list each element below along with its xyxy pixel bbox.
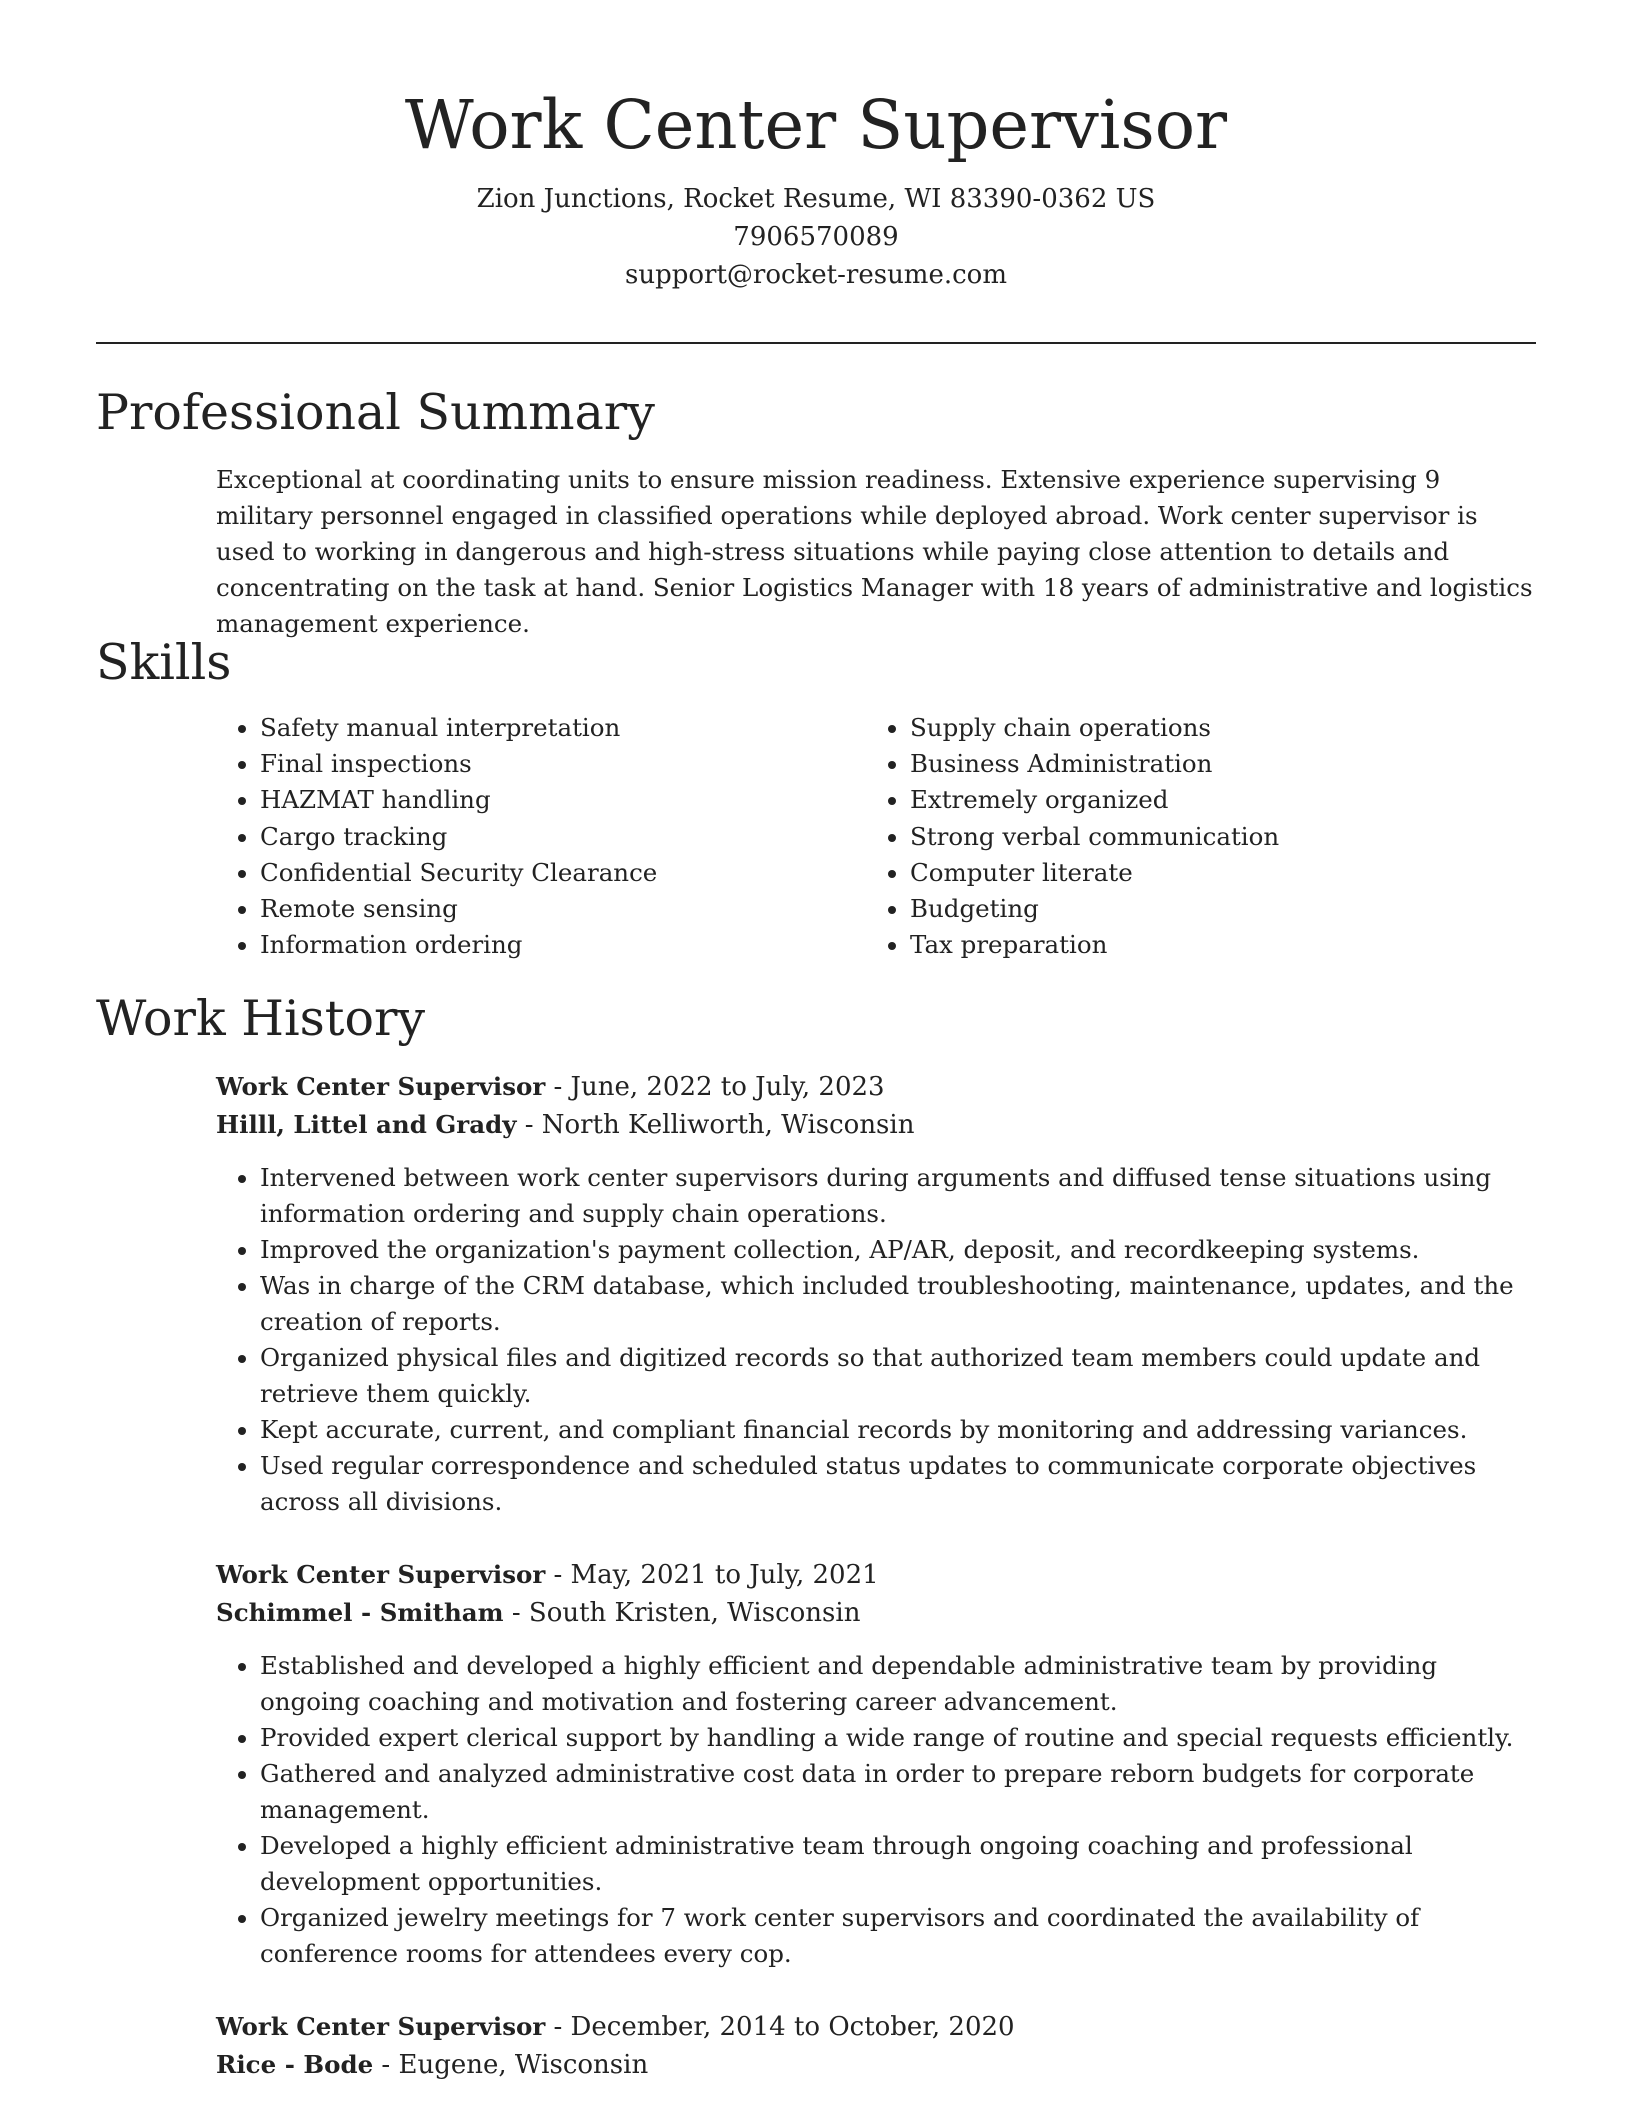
job-bullet: • Organized jewelry meetings for 7 work center supervisors and coordinated the availability of conference rooms for attendees every cop. [260, 1900, 1536, 1972]
summary-heading: Professional Summary [96, 384, 655, 441]
job-bullet: • Improved the organization's payment collection, AP/AR, deposit, and recordkeeping systems. [260, 1232, 1536, 1268]
work-history-heading: Work History [96, 990, 426, 1047]
contact-block [96, 180, 1536, 294]
job-dates: - December, 2014 to October, 2020 [545, 2012, 1015, 2042]
skill-item: • HAZMAT handling [260, 782, 866, 818]
skill-item: • Safety manual interpretation [260, 710, 866, 746]
skill-item: • Strong verbal communication [910, 819, 1516, 855]
job-location: - North Kelliworth, Wisconsin [516, 1110, 915, 1140]
header-divider [96, 342, 1536, 344]
job-entry [216, 1556, 1536, 1972]
job-company-line [216, 2046, 1536, 2084]
job-entry [216, 2008, 1536, 2084]
job-role: Work Center Supervisor [216, 1072, 546, 1101]
job-bullets [216, 1648, 1536, 1972]
job-location: - Eugene, Wisconsin [373, 2050, 649, 2080]
job-bullets [216, 1160, 1536, 1520]
skills-list [216, 710, 1536, 963]
skill-item: • Supply chain operations [910, 710, 1516, 746]
job-bullet: • Organized physical files and digitized records so that authorized team members could update and retrieve them quickly. [260, 1340, 1536, 1412]
summary-text: Exceptional at coordinating units to ensure mission readiness. Extensive experience supervising 9 military personnel engaged in classified operations while deployed abroad. Work center supervisor is used to working in dangerous and high-stress situations while paying close attention to details and concentrating on the task at hand. Senior Logistics Manager with 18 years of administrative and logistics management experience. [216, 465, 1533, 638]
job-dates: - June, 2022 to July, 2023 [545, 1072, 885, 1102]
job-company: Schimmel - Smitham [216, 1598, 504, 1627]
job-entry [216, 1068, 1536, 1520]
job-location: - South Kristen, Wisconsin [503, 1598, 861, 1628]
job-role: Work Center Supervisor [216, 1560, 546, 1589]
skill-item: • Business Administration [910, 746, 1516, 782]
job-bullet: • Kept accurate, current, and compliant financial records by monitoring and addressing variances. [260, 1412, 1536, 1448]
job-bullet: • Intervened between work center supervisors during arguments and diffused tense situations using information ordering and supply chain operations. [260, 1160, 1536, 1232]
skill-item: • Budgeting [910, 891, 1516, 927]
skill-item: • Cargo tracking [260, 819, 866, 855]
job-company-line [216, 1106, 1536, 1144]
job-bullet: • Developed a highly efficient administrative team through ongoing coaching and professional development opportunities. [260, 1828, 1536, 1900]
job-bullet: • Used regular correspondence and scheduled status updates to communicate corporate objectives across all divisions. [260, 1448, 1536, 1520]
job-company-line [216, 1594, 1536, 1632]
job-bullet: • Established and developed a highly efficient and dependable administrative team by providing ongoing coaching and motivation and fostering career advancement. [260, 1648, 1536, 1720]
job-title-line [216, 2008, 1536, 2046]
job-company: Rice - Bode [216, 2050, 374, 2079]
skill-item: • Computer literate [910, 855, 1516, 891]
job-title-line [216, 1068, 1536, 1106]
address: Zion Junctions, Rocket Resume, WI 83390-0362 US [476, 184, 1156, 214]
phone-number: 7906570089 [733, 222, 899, 252]
job-role: Work Center Supervisor [216, 2012, 546, 2041]
skill-item: • Final inspections [260, 746, 866, 782]
skill-item: • Extremely organized [910, 782, 1516, 818]
email-address: support@rocket-resume.com [624, 260, 1007, 290]
job-company: Hilll, Littel and Grady [216, 1110, 517, 1139]
skills-column-right [866, 710, 1516, 963]
skill-item: • Remote sensing [260, 891, 866, 927]
candidate-name: Work Center Supervisor [404, 86, 1228, 164]
skill-item: • Tax preparation [910, 927, 1516, 963]
skills-column-left [216, 710, 866, 963]
skills-heading: Skills [96, 634, 232, 691]
resume-header [96, 80, 1536, 294]
skill-item: • Confidential Security Clearance [260, 855, 866, 891]
skill-item: • Information ordering [260, 927, 866, 963]
job-bullet: • Provided expert clerical support by handling a wide range of routine and special requests efficiently. [260, 1720, 1536, 1756]
job-title-line [216, 1556, 1536, 1594]
job-bullet: • Gathered and analyzed administrative cost data in order to prepare reborn budgets for corporate management. [260, 1756, 1536, 1828]
job-dates: - May, 2021 to July, 2021 [545, 1560, 879, 1590]
job-bullet: • Was in charge of the CRM database, which included troubleshooting, maintenance, updates, and the creation of reports. [260, 1268, 1536, 1340]
